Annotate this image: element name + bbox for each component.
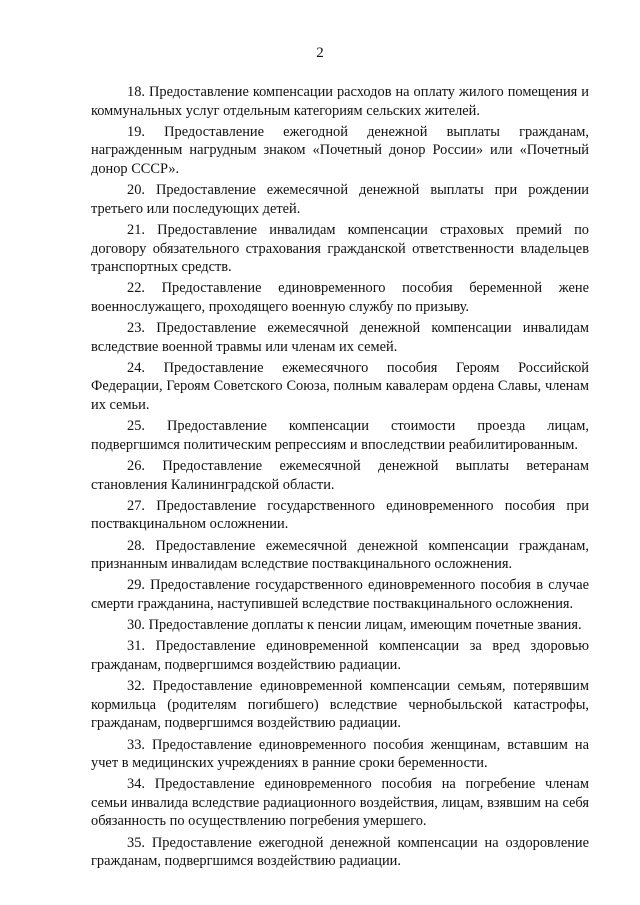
list-item: 29. Предоставление государственного единовременного пособия в случае смерти гражданина, наступившей вследствие поствакцинального осложнения. [91,577,589,612]
list-item: 31. Предоставление единовременной компенсации за вред здоровью гражданам, подвергшимся воздействию радиации. [91,638,589,673]
list-item: 25. Предоставление компенсации стоимости проезда лицам, подвергшимся политическим репрессиям и впоследствии реабилитированным. [91,418,589,453]
list-item: 32. Предоставление единовременной компенсации семьям, потерявшим кормильца (родителям погибшего) вследствие чернобыльской катастрофы, гражданам, подвергшимся воздействию радиации. [91,678,589,732]
list-item: 21. Предоставление инвалидам компенсации страховых премий по договору обязательного страхования гражданской ответственности владельцев транспортных средств. [91,221,589,276]
list-item: 18. Предоставление компенсации расходов на оплату жилого помещения и коммунальных услуг отдельным категориям сельских жителей. [91,84,589,119]
list-item: 20. Предоставление ежемесячной денежной выплаты при рождении третьего или последующих детей. [91,182,589,217]
list-item: 27. Предоставление государственного единовременного пособия при поствакцинальном осложнении. [91,497,589,533]
list-item: 19. Предоставление ежегодной денежной выплаты гражданам, награжденным нагрудным знаком «Почетный донор России» или «Почетный донор СССР». [91,123,589,177]
service-list [91,83,589,873]
list-item: 22. Предоставление единовременного пособия беременной жене военнослужащего, проходящего военную службу по призыву. [91,280,589,315]
list-item: 28. Предоставление ежемесячной денежной компенсации гражданам, признанным инвалидам вследствие поствакцинального осложнения. [91,537,589,573]
list-item: 35. Предоставление ежегодной денежной компенсации на оздоровление гражданам, подвергшимся воздействию радиации. [91,834,589,870]
list-item: 23. Предоставление ежемесячной денежной компенсации инвалидам вследствие военной травмы или членам их семей. [91,320,589,355]
list-item: 30. Предоставление доплаты к пенсии лицам, имеющим почетные звания. [127,617,582,634]
list-item: 34. Предоставление единовременного пособия на погребение членам семьи инвалида вследствие радиационного воздействия, лицам, взявшим на себя обязанность по осуществлению погребения умершего. [91,776,589,830]
list-item: 26. Предоставление ежемесячной денежной выплаты ветеранам становления Калининградской области. [91,458,589,493]
list-item: 24. Предоставление ежемесячного пособия Героям Российской Федерации, Героям Советского Союза, полным кавалерам ордена Славы, членам их семьи. [91,359,589,414]
page-number: 2 [316,45,324,61]
list-item: 33. Предоставление единовременного пособия женщинам, вставшим на учет в медицинских учреждениях в ранние сроки беременности. [91,736,589,772]
